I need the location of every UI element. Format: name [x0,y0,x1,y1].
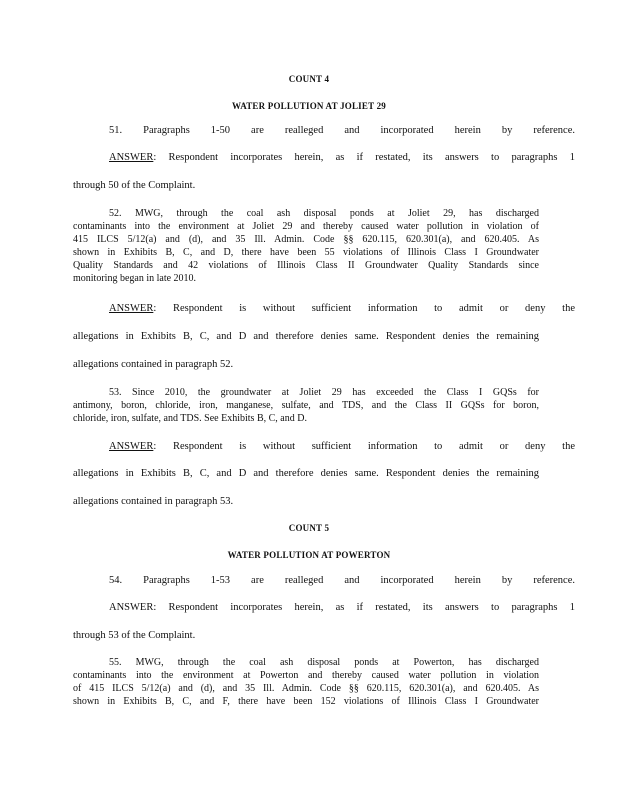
answer-52-line-2: allegations in Exhibits B, C, and D and therefore denies same. Respondent denies the remaining [73,331,539,342]
paragraph-51: 51. Paragraphs 1-50 are realleged and incorporated herein by reference. [109,125,575,136]
answer-54-line-1: ANSWER: Respondent incorporates herein, as if restated, its answers to paragraphs 1 [109,602,575,613]
answer-label: ANSWER [109,441,154,452]
answer-54-line-2: through 53 of the Complaint. [73,630,196,641]
count-5-heading: COUNT 5 [288,523,330,533]
count-5-subheading: WATER POLLUTION AT POWERTON [227,550,391,560]
answer-label: ANSWER [109,602,154,613]
paragraph-52: 52. MWG, through the coal ash disposal ponds at Joliet 29, has discharged contaminants into the environment at Joliet 29 and thereby caused water pollution in violation of 415 ILCS 5/12(a) and (d), and 35 Ill. Admin. Code §§ 620.115, 620.301(a), and 620.405. As shown in Exhibits B, C, and D, there have been 55 violations of Illinois Class I Groundwater Quality Standards and 42 violations of Illinois Class II Groundwater Quality Standards since monitoring began in late 2010. [73,208,539,284]
paragraph-53: 53. Since 2010, the groundwater at Joliet 29 has exceeded the Class I GQSs for antimony, boron, chloride, iron, manganese, sulfate, and TDS, and the Class II GQSs for boron, chloride, iron, sulfate, and TDS. See Exhibits B, C, and D. [73,387,539,424]
answer-53-line-3: allegations contained in paragraph 53. [73,496,234,507]
answer-52-line-3: allegations contained in paragraph 52. [73,359,234,370]
count-4-subheading: WATER POLLUTION AT JOLIET 29 [232,101,386,111]
paragraph-54: 54. Paragraphs 1-53 are realleged and incorporated herein by reference. [109,575,575,586]
answer-label: ANSWER [109,152,154,163]
answer-label: ANSWER [109,303,154,314]
paragraph-55: 55. MWG, through the coal ash disposal ponds at Powerton, has discharged contaminants into the environment at Powerton and thereby caused water pollution in violation of 415 ILCS 5/12(a) and (d), and 35 Ill. Admin. Code §§ 620.115, 620.301(a), and 620.405. As shown in Exhibits B, C, and F, there have been 152 violations of Illinois Class I Groundwater [73,657,539,707]
answer-51-line-1: ANSWER: Respondent incorporates herein, as if restated, its answers to paragraphs 1 [109,152,575,163]
answer-51-line-2: through 50 of the Complaint. [73,180,196,191]
count-4-heading: COUNT 4 [288,74,330,84]
answer-52-line-1: ANSWER: Respondent is without sufficient information to admit or deny the [109,303,575,314]
answer-53-line-1: ANSWER: Respondent is without sufficient information to admit or deny the [109,441,575,452]
answer-53-line-2: allegations in Exhibits B, C, and D and therefore denies same. Respondent denies the remaining [73,468,539,479]
